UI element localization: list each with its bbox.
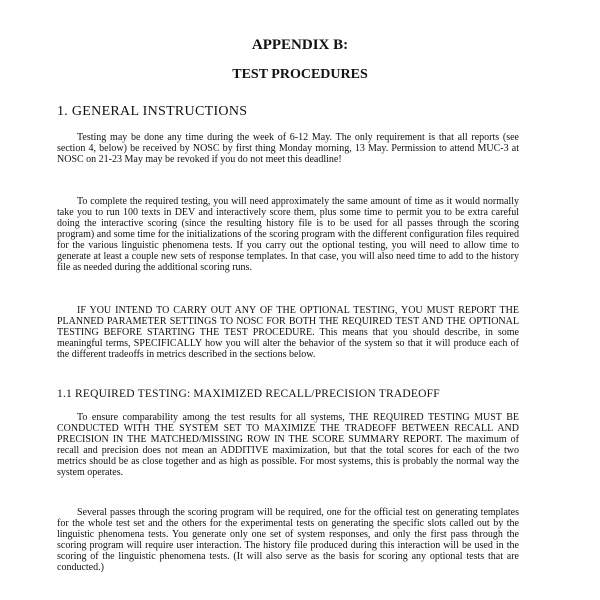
paragraph-time-required: To complete the required testing, you will need approximately the same amount of time as it would normally take you to run 100 texts in DEV and interactively score them, plus some time to permit you to be extra careful doing the interactive scoring (since the resulting history file is to be used for all passes through the scoring program) and some time for the initializations of the scoring program with the different configuration files required for the various linguistic phenomena tests. If you carry out the optional testing, you will need to allow time to generate at least a couple new sets of response templates. In that case, you will also need time to add to the history file as needed during the additional scoring runs. [57,196,519,273]
document-subtitle: TEST PROCEDURES [232,67,368,82]
paragraph-testing-window: Testing may be done any time during the week of 6-12 May. The only requirement is that all reports (see section 4, below) be received by NOSC by first thing Monday morning, 13 May. Permission to attend MUC-3 at NOSC on 21-23 May may be revoked if you do not meet this deadline! [57,132,519,165]
paragraph-scoring-passes: Several passes through the scoring program will be required, one for the official test on generating templates for the whole test set and the others for the experimental tests on generating the specific slots called out by the linguistic phenomena tests. You generate only one set of system responses, and only the first pass through the scoring program will require user interaction. The history file produced during this interaction will be used in the scoring of the linguistic phenomena tests. (It will also serve as the basis for scoring any optional tests that are conducted.) [57,507,519,573]
section-heading: 1. GENERAL INSTRUCTIONS [57,104,248,119]
paragraph-comparability: To ensure comparability among the test results for all systems, THE REQUIRED TESTING MUST BE CONDUCTED WITH THE SYSTEM SET TO MAXIMIZE THE TRADEOFF BETWEEN RECALL AND PRECISION IN THE MATCHED/MISSING ROW IN THE SCORE SUMMARY REPORT. The maximum of recall and precision does not mean an ADDITIVE maximization, but that the total scores for each of the two metrics should be as close together and as high as possible. For most systems, this is probably the normal way the system operates. [57,412,519,478]
paragraph-optional-testing: IF YOU INTEND TO CARRY OUT ANY OF THE OPTIONAL TESTING, YOU MUST REPORT THE PLANNED PARAMETER SETTINGS TO NOSC FOR BOTH THE REQUIRED TEST AND THE OPTIONAL TESTING BEFORE STARTING THE TEST PROCEDURE. This means that you should describe, in some meaningful terms, SPECIFICALLY how you will alter the behavior of the system so that it will produce each of the different tradeoffs in metrics described in the sections below. [57,305,519,360]
appendix-title: APPENDIX B: [251,37,349,53]
subsection-heading: 1.1 REQUIRED TESTING: MAXIMIZED RECALL/PRECISION TRADEOFF [57,388,440,400]
